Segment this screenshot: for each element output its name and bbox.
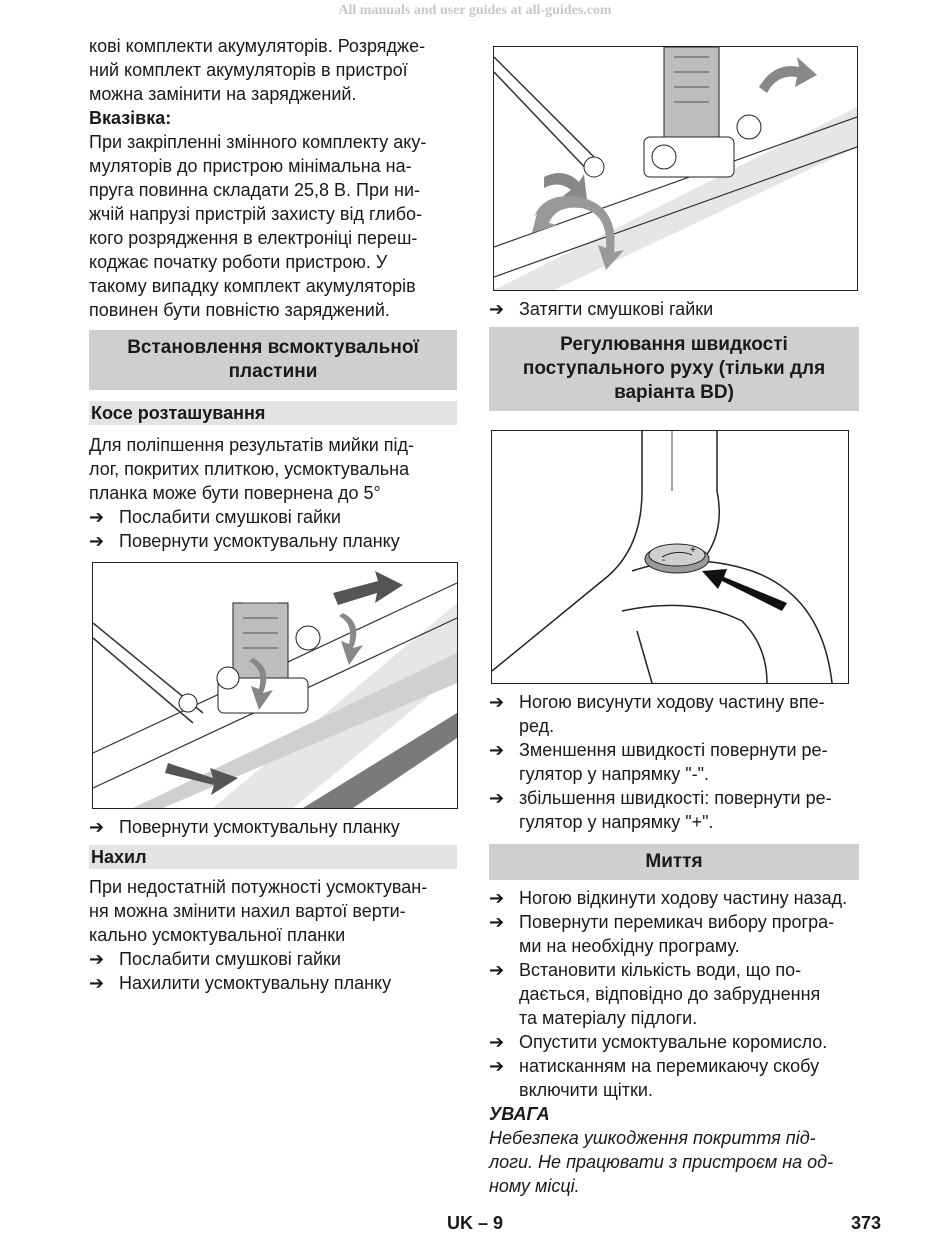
left-column bbox=[89, 34, 457, 995]
arrow-icon: ➔ bbox=[489, 1056, 505, 1076]
section-title-suction-plate bbox=[89, 330, 457, 390]
section-title-washing bbox=[489, 844, 859, 880]
note-line: такому випадку комплект акумуляторів bbox=[89, 276, 416, 296]
step-text: Повернути перемикач вибору програ- bbox=[519, 912, 835, 932]
step-text: включити щітки. bbox=[519, 1080, 653, 1100]
note-line: повинен бути повністю заряджений. bbox=[89, 300, 390, 320]
arrow-icon: ➔ bbox=[89, 507, 105, 527]
note-line: муляторів до пристрою мінімальна на- bbox=[89, 156, 412, 176]
step-item bbox=[489, 297, 859, 321]
arrow-icon: ➔ bbox=[489, 960, 505, 980]
step-text: збільшення швидкості: повернути ре- bbox=[519, 788, 832, 808]
step-item bbox=[489, 1030, 859, 1054]
step-text: Послабити смушкові гайки bbox=[119, 949, 341, 969]
note-line: жчій напрузі пристрій захисту від глибо- bbox=[89, 204, 423, 224]
figure-rotate-squeegee bbox=[92, 562, 458, 809]
arrow-icon: ➔ bbox=[489, 912, 505, 932]
step-text: натисканням на перемикаючу скобу bbox=[519, 1056, 820, 1076]
svg-text:+: + bbox=[690, 545, 696, 556]
step-text: Опустити усмоктувальне коромисло. bbox=[519, 1032, 828, 1052]
warning-line: Небезпека ушкодження покриття під- bbox=[489, 1128, 816, 1148]
figure-speed-regulator bbox=[491, 430, 849, 684]
page-number: 373 bbox=[851, 1213, 882, 1233]
note-heading: Вказівка: bbox=[89, 108, 172, 128]
footer-section-label: UK – 9 bbox=[446, 1213, 504, 1233]
step-text: Послабити смушкові гайки bbox=[119, 507, 341, 527]
step-item bbox=[89, 505, 457, 529]
step-item bbox=[489, 786, 859, 834]
warning-title: УВАГА bbox=[489, 1104, 550, 1124]
note-line: кого розрядження в електроніці переш- bbox=[89, 228, 418, 248]
step-text: гулятор у напрямку "-". bbox=[519, 764, 709, 784]
intro-line: можна замінити на заряджений. bbox=[89, 84, 357, 104]
svg-text:-: - bbox=[662, 555, 666, 566]
step-text: гулятор у напрямку "+". bbox=[519, 812, 714, 832]
arrow-icon: ➔ bbox=[89, 949, 105, 969]
right-column bbox=[489, 46, 859, 1198]
arrow-icon: ➔ bbox=[89, 973, 105, 993]
watermark: All manuals and user guides at all-guides.com bbox=[338, 3, 612, 18]
step-text: Ногою висунути ходову частину впе- bbox=[519, 692, 825, 712]
step-item bbox=[489, 1054, 859, 1102]
section-title-line: Регулювання швидкості bbox=[560, 334, 788, 355]
warning-line: логи. Не працювати з пристроєм на од- bbox=[489, 1152, 834, 1172]
arrow-icon: ➔ bbox=[489, 788, 505, 808]
arrow-icon: ➔ bbox=[89, 817, 105, 837]
body-line: кально усмоктувальної планки bbox=[89, 925, 346, 945]
step-item bbox=[89, 815, 457, 839]
step-text: Повернути усмоктувальну планку bbox=[119, 817, 400, 837]
section-title-line: Встановлення всмоктувальної bbox=[127, 337, 419, 358]
step-text: Ногою відкинути ходову частину назад. bbox=[519, 888, 848, 908]
step-item bbox=[89, 947, 457, 971]
figure-tighten-nuts bbox=[493, 46, 858, 291]
step-text: Затягти смушкові гайки bbox=[519, 299, 714, 319]
arrow-icon: ➔ bbox=[489, 692, 505, 712]
section-title-line: пластини bbox=[228, 361, 318, 382]
subheading-tilt: Нахил bbox=[89, 845, 457, 869]
arrow-icon: ➔ bbox=[489, 888, 505, 908]
note-line: При закріпленні змінного комплекту аку- bbox=[89, 132, 427, 152]
step-text: Повернути усмоктувальну планку bbox=[119, 531, 400, 551]
step-item bbox=[89, 971, 457, 995]
step-item bbox=[89, 529, 457, 553]
arrow-icon: ➔ bbox=[89, 531, 105, 551]
intro-line: кові комплекти акумуляторів. Розрядже- bbox=[89, 36, 426, 56]
section-title-speed bbox=[489, 327, 859, 411]
step-text: ред. bbox=[519, 716, 555, 736]
step-text: Нахилити усмоктувальну планку bbox=[119, 973, 392, 993]
intro-line: ний комплект акумуляторів в пристрої bbox=[89, 60, 408, 80]
body-line: ня можна змінити нахил вартої верти- bbox=[89, 901, 406, 921]
note-line: пруга повинна складати 25,8 В. При ни- bbox=[89, 180, 421, 200]
body-line: При недостатній потужності усмоктуван- bbox=[89, 877, 428, 897]
warning-line: ному місці. bbox=[489, 1176, 580, 1196]
step-text: Встановити кількість води, що по- bbox=[519, 960, 802, 980]
section-title-line: поступального руху (тільки для bbox=[522, 358, 826, 379]
step-item bbox=[489, 958, 859, 1030]
body-line: лог, покритих плиткою, усмоктувальна bbox=[89, 459, 410, 479]
step-item bbox=[489, 738, 859, 786]
section-title-line: варіанта BD) bbox=[614, 382, 734, 403]
note-line: коджає початку роботи пристрою. У bbox=[89, 252, 388, 272]
arrow-icon: ➔ bbox=[489, 1032, 505, 1052]
section-title-line: Миття bbox=[645, 851, 703, 872]
body-line: планка може бути повернена до 5° bbox=[89, 483, 381, 503]
step-text: Зменшення швидкості повернути ре- bbox=[519, 740, 828, 760]
step-item bbox=[489, 690, 859, 738]
step-text: ми на необхідну програму. bbox=[519, 936, 740, 956]
body-line: Для поліпшення результатів мийки під- bbox=[89, 435, 415, 455]
step-text: та матеріалу підлоги. bbox=[519, 1008, 698, 1028]
subheading-oblique: Косе розташування bbox=[89, 401, 457, 425]
arrow-icon: ➔ bbox=[489, 740, 505, 760]
step-item bbox=[489, 910, 859, 958]
step-text: дається, відповідно до забруднення bbox=[519, 984, 821, 1004]
step-item bbox=[489, 886, 859, 910]
arrow-icon: ➔ bbox=[489, 299, 505, 319]
